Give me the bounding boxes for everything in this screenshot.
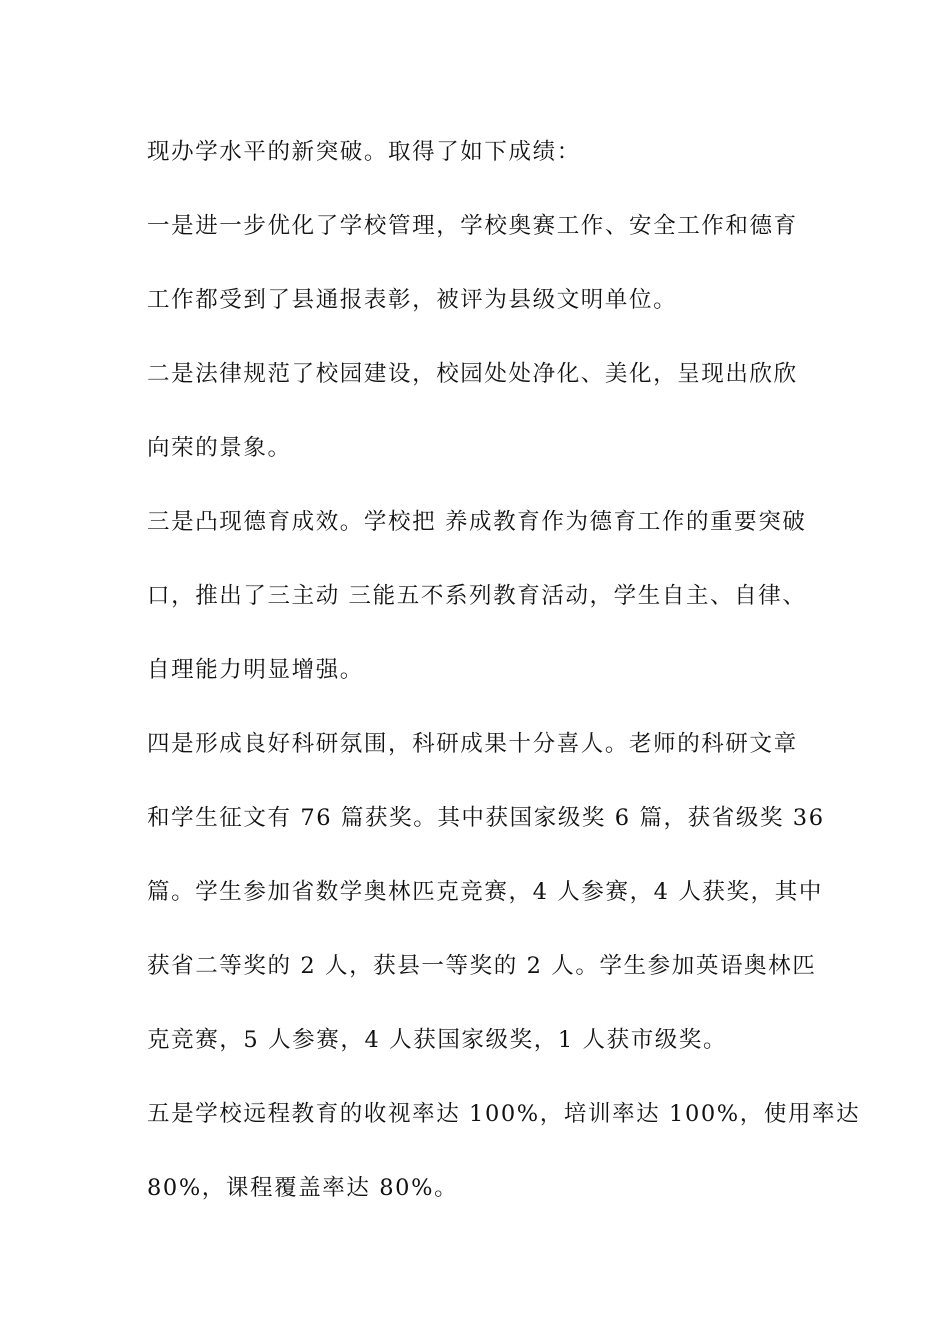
- text-line-1: 现办学水平的新突破。取得了如下成绩：: [147, 139, 581, 165]
- text-line-4: 二是法律规范了校园建设，校园处处净化、美化，呈现出欣欣: [147, 361, 798, 387]
- text-line-9: 四是形成良好科研氛围，科研成果十分喜人。老师的科研文章: [147, 731, 798, 757]
- text-line-14: 五是学校远程教育的收视率达 100%，培训率达 100%，使用率达: [147, 1101, 861, 1127]
- text-line-6: 三是凸现德育成效。学校把 养成教育作为德育工作的重要突破: [147, 509, 807, 535]
- text-line-2: 一是进一步优化了学校管理，学校奥赛工作、安全工作和德育: [147, 213, 798, 239]
- document-body: [147, 132, 861, 1242]
- text-line-8: 自理能力明显增强。: [147, 657, 364, 683]
- text-line-12: 获省二等奖的 2 人，获县一等奖的 2 人。学生参加英语奥林匹: [147, 953, 817, 979]
- text-line-13: 克竞赛，5 人参赛，4 人获国家级奖，1 人获市级奖。: [147, 1027, 728, 1053]
- text-line-11: 篇。学生参加省数学奥林匹克竞赛，4 人参赛，4 人获奖，其中: [147, 879, 823, 905]
- text-line-3: 工作都受到了县通报表彰，被评为县级文明单位。: [147, 287, 678, 313]
- text-line-7: 口，推出了三主动 三能五不系列教育活动，学生自主、自律、: [147, 583, 807, 609]
- text-line-10: 和学生征文有 76 篇获奖。其中获国家级奖 6 篇，获省级奖 36: [147, 805, 825, 831]
- text-line-15: 80%，课程覆盖率达 80%。: [147, 1175, 459, 1201]
- text-line-5: 向荣的景象。: [147, 435, 292, 461]
